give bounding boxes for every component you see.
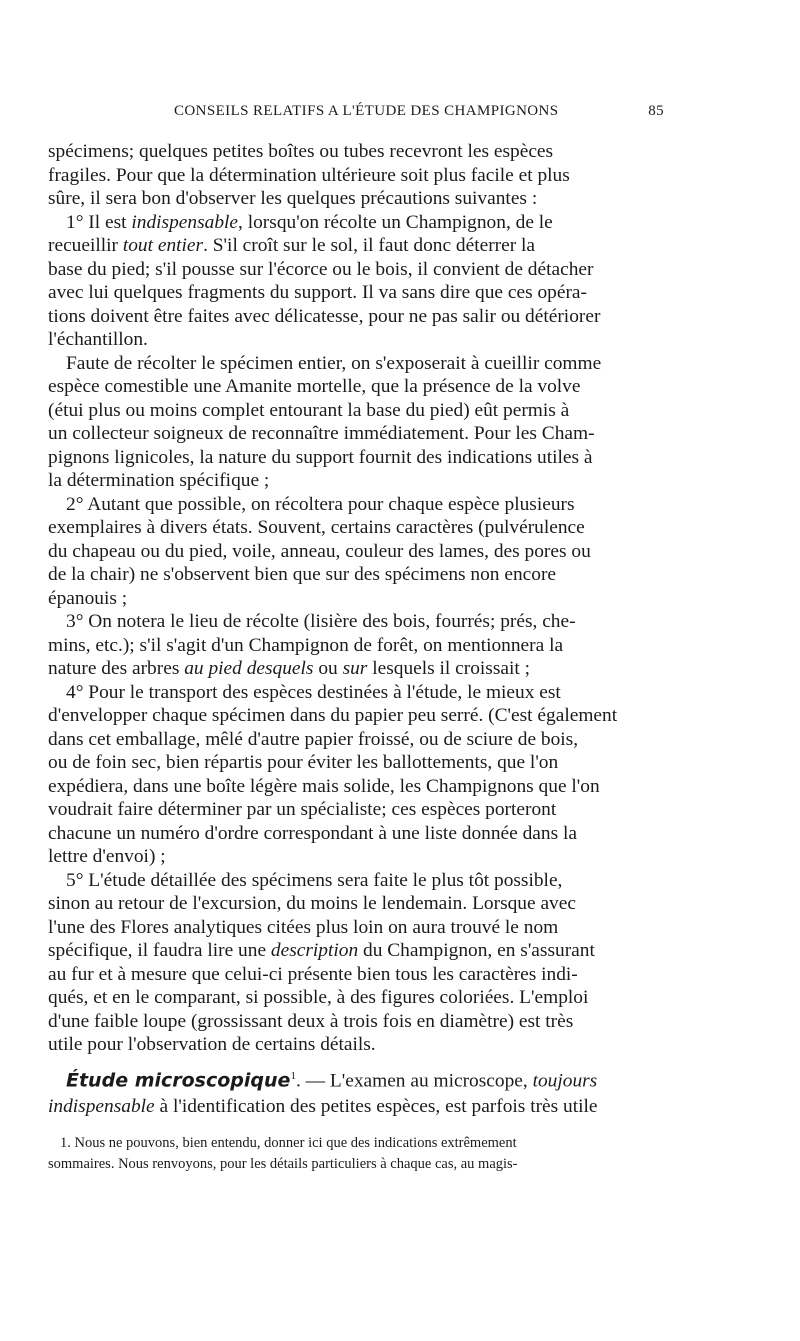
page-number: 85 xyxy=(648,103,664,119)
text-line: sûre, il sera bon d'observer les quelques précautions suivantes : xyxy=(48,188,538,209)
text-line: expédiera, dans une boîte légère mais solide, les Champignons que l'on xyxy=(48,775,600,797)
emphasis: sur xyxy=(342,658,368,679)
emphasis: tout entier xyxy=(122,235,204,256)
running-title: CONSEILS RELATIFS A L'ÉTUDE DES CHAMPIGNONS xyxy=(174,103,559,119)
text-line: (étui plus ou moins complet entourant la base du pied) eût permis à xyxy=(48,399,570,421)
text-line: un collecteur soigneux de reconnaître immédiatement. Pour les Cham- xyxy=(48,423,595,444)
text-line: qués, et en le comparant, si possible, à des figures coloriées. L'emploi xyxy=(48,987,589,1008)
text-line: pignons lignicoles, la nature du support fournit des indications utiles à xyxy=(48,446,593,468)
emphasis: indispensable xyxy=(48,1096,155,1118)
text-line: l'échantillon. xyxy=(48,329,148,350)
text-line: 5° L'étude détaillée des spécimens sera faite le plus tôt possible, xyxy=(66,869,563,891)
paragraph-item-3 xyxy=(48,610,667,681)
text-line: 2° Autant que possible, on récoltera pour chaque espèce plusieurs xyxy=(66,493,575,515)
text-line: tions doivent être faites avec délicatesse, pour ne pas salir ou détériorer xyxy=(48,305,601,327)
paragraph-item-5 xyxy=(48,869,667,1057)
text-line: lettre d'envoi) ; xyxy=(48,846,166,867)
text-line: recueillir tout entier. S'il croît sur le sol, il faut donc déterrer la xyxy=(48,235,536,256)
paragraph-item-4 xyxy=(48,681,667,869)
section-microscopique xyxy=(48,1063,667,1120)
text-line: l'une des Flores analytiques citées plus loin on aura trouvé le nom xyxy=(48,916,559,938)
text-line: espèce comestible une Amanite mortelle, que la présence de la volve xyxy=(48,376,581,397)
text-line: utile pour l'observation de certains détails. xyxy=(48,1034,376,1055)
footnote-mark: 1 xyxy=(290,1070,296,1082)
text-line: indispensable à l'identification des petites espèces, est parfois très utile xyxy=(48,1096,598,1118)
footnote-line: sommaires. Nous renvoyons, pour les détails particuliers à chaque cas, au magis- xyxy=(48,1156,518,1172)
emphasis: toujours xyxy=(532,1070,598,1092)
text-line: au fur et à mesure que celui-ci présente bien tous les caractères indi- xyxy=(48,963,578,985)
text-line: épanouis ; xyxy=(48,587,128,609)
text-line: spécimens; quelques petites boîtes ou tubes recevront les espèces xyxy=(48,141,554,162)
text-line: de la chair) ne s'observent bien que sur des spécimens non encore xyxy=(48,564,557,585)
text-line: avec lui quelques fragments du support. Il va sans dire que ces opéra- xyxy=(48,282,587,303)
text-line: spécifique, il faudra lire une description du Champignon, en s'assurant xyxy=(48,940,595,961)
footnote xyxy=(48,1133,667,1175)
body-text xyxy=(48,140,667,1057)
running-header xyxy=(48,103,664,125)
text-line: la détermination spécifique ; xyxy=(48,470,270,491)
footnote-line: 1. Nous ne pouvons, bien entendu, donner ici que des indications extrêmement xyxy=(60,1135,517,1151)
emphasis: au pied desquels xyxy=(184,658,314,679)
text-line: exemplaires à divers états. Souvent, certains caractères (pulvérulence xyxy=(48,517,585,538)
emphasis: indispensable xyxy=(131,211,239,233)
paragraph-intro xyxy=(48,140,667,211)
text-line: mins, etc.); s'il s'agit d'un Champignon de forêt, on mentionnera la xyxy=(48,634,564,656)
text-line: ou de foin sec, bien répartis pour éviter les ballottements, que l'on xyxy=(48,752,559,773)
text-line: d'envelopper chaque spécimen dans du papier peu serré. (C'est également xyxy=(48,705,618,726)
paragraph-item-2 xyxy=(48,493,667,611)
text-line: base du pied; s'il pousse sur l'écorce ou le bois, il convient de détacher xyxy=(48,258,594,280)
text-line: du chapeau ou du pied, voile, anneau, couleur des lames, des pores ou xyxy=(48,540,591,562)
text-line: Faute de récolter le spécimen entier, on s'exposerait à cueillir comme xyxy=(66,352,602,374)
text-line: 4° Pour le transport des espèces destinées à l'étude, le mieux est xyxy=(66,681,561,703)
text-line: Étude microscopique$^1$. — L'examen au microscope, toujours xyxy=(66,1069,598,1092)
paragraph-faute xyxy=(48,352,667,493)
paragraph-item-1 xyxy=(48,211,667,352)
text-line: voudrait faire déterminer par un spécialiste; ces espèces porteront xyxy=(48,799,557,820)
emphasis: description xyxy=(270,940,359,961)
text-line: nature des arbres au pied desquels ou sur lesquels il croissait ; xyxy=(48,658,531,679)
text-line: 1° Il est indispensable, lorsqu'on récolte un Champignon, de le xyxy=(66,211,553,233)
text-line: d'une faible loupe (grossissant deux à trois fois en diamètre) est très xyxy=(48,1010,574,1032)
text-line: dans cet emballage, mêlé d'autre papier froissé, ou de sciure de bois, xyxy=(48,728,579,750)
section-title: Étude microscopique xyxy=(66,1069,291,1092)
text-line: fragiles. Pour que la détermination ultérieure soit plus facile et plus xyxy=(48,164,570,186)
text-line: sinon au retour de l'excursion, du moins le lendemain. Lorsque avec xyxy=(48,893,576,914)
text-line: chacune un numéro d'ordre correspondant à une liste donnée dans la xyxy=(48,822,578,844)
text-line: 3° On notera le lieu de récolte (lisière des bois, fourrés; prés, che- xyxy=(66,611,576,632)
